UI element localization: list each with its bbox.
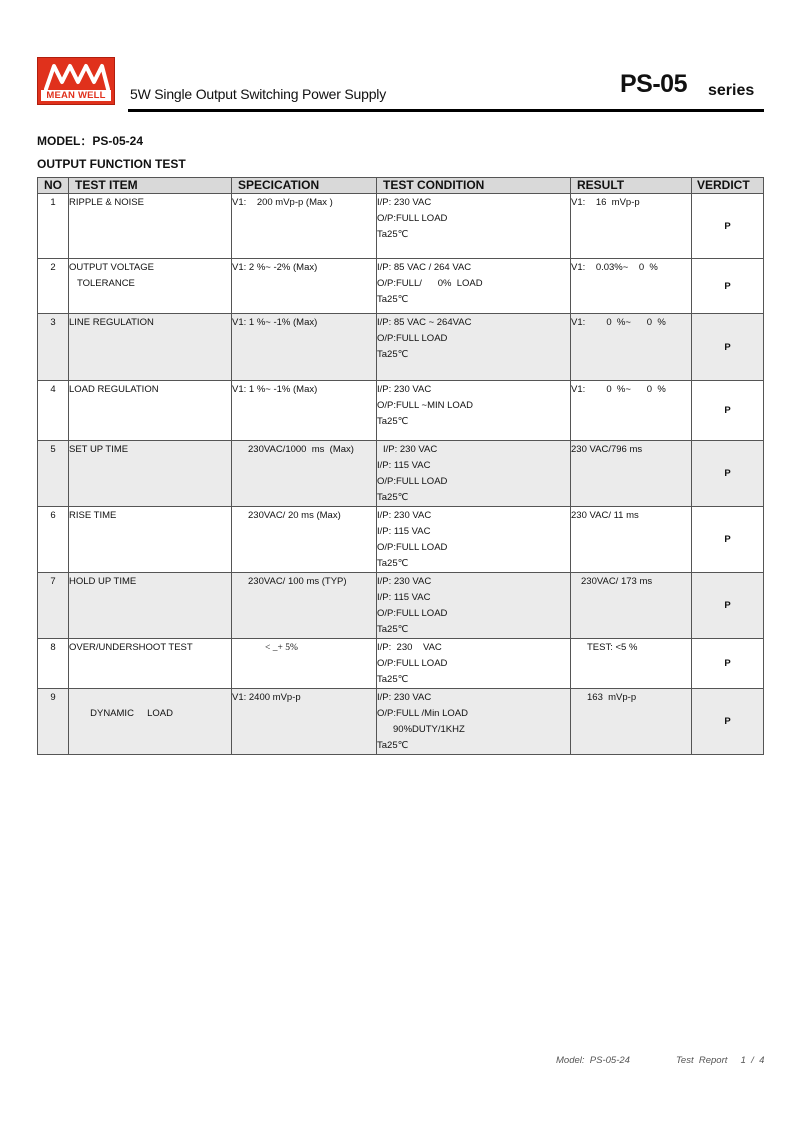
result: V1: 16 mVp-p [571, 194, 692, 259]
condition-line: O/P:FULL ~MIN LOAD [377, 400, 473, 411]
condition-line: I/P: 115 VAC [377, 526, 431, 537]
row-number: 4 [38, 381, 69, 441]
product-title: 5W Single Output Switching Power Supply [130, 86, 386, 102]
specification: < _+ 5% [232, 639, 377, 689]
verdict: P [692, 507, 764, 573]
specification: 230VAC/ 100 ms (TYP) [232, 573, 377, 639]
condition-line: Ta25℃ [377, 349, 409, 360]
series-name: PS-05 [620, 70, 687, 98]
row-number: 6 [38, 507, 69, 573]
result: TEST: <5 % [571, 639, 692, 689]
result: V1: 0 %~ 0 % [571, 381, 692, 441]
test-item-line: OVER/UNDERSHOOT TEST [69, 642, 193, 653]
column-header-test-condition: TEST CONDITION [377, 178, 571, 194]
condition-line: 90%DUTY/1KHZ [393, 724, 465, 735]
condition-line: I/P: 230 VAC [377, 576, 432, 587]
test-condition [377, 639, 571, 689]
logo-wordmark: MEAN WELL [41, 90, 111, 101]
condition-line: Ta25℃ [377, 624, 409, 635]
result: 230 VAC/796 ms [571, 441, 692, 507]
condition-line: O/P:FULL/ 0% LOAD [377, 278, 483, 289]
condition-line: Ta25℃ [377, 558, 409, 569]
test-condition [377, 441, 571, 507]
result: V1: 0.03%~ 0 % [571, 259, 692, 314]
condition-line: I/P: 230 VAC [383, 444, 438, 455]
table-row [38, 259, 764, 314]
condition-line: I/P: 230 VAC [377, 642, 442, 653]
table-row [38, 507, 764, 573]
column-header-result: RESULT [571, 178, 692, 194]
test-item [69, 507, 232, 573]
column-header-verdict: VERDICT [692, 178, 764, 194]
condition-line: Ta25℃ [377, 674, 409, 685]
test-condition [377, 194, 571, 259]
row-number: 3 [38, 314, 69, 381]
row-number: 2 [38, 259, 69, 314]
condition-line: O/P:FULL LOAD [377, 658, 448, 669]
specification: V1: 200 mVp-p (Max ) [232, 194, 377, 259]
specification: 230VAC/1000 ms (Max) [232, 441, 377, 507]
condition-line: O/P:FULL LOAD [377, 608, 448, 619]
model-label: MODEL：PS-05-24 [37, 134, 144, 148]
test-item [69, 639, 232, 689]
verdict: P [692, 259, 764, 314]
condition-line: I/P: 115 VAC [377, 460, 431, 471]
row-number: 9 [38, 689, 69, 755]
table-row [38, 573, 764, 639]
verdict: P [692, 381, 764, 441]
column-header-no: NO [38, 178, 69, 194]
row-number: 7 [38, 573, 69, 639]
output-function-test-table [37, 177, 764, 755]
test-item [69, 259, 232, 314]
specification: V1: 2 %~ -2% (Max) [232, 259, 377, 314]
test-item-line: RISE TIME [69, 510, 117, 521]
condition-line: Ta25℃ [377, 492, 409, 503]
test-item-line: LINE REGULATION [69, 317, 154, 328]
specification: V1: 1 %~ -1% (Max) [232, 314, 377, 381]
row-number: 5 [38, 441, 69, 507]
footer-page-info: Test Report 1 / 4 [676, 1055, 765, 1066]
section-title: OUTPUT FUNCTION TEST [37, 157, 186, 171]
test-item-line: RIPPLE & NOISE [69, 197, 144, 208]
series-suffix: series [708, 82, 755, 99]
condition-line: O/P:FULL LOAD [377, 542, 448, 553]
table-row [38, 314, 764, 381]
table-row [38, 689, 764, 755]
condition-line: O/P:FULL LOAD [377, 476, 448, 487]
test-item [69, 441, 232, 507]
row-number: 8 [38, 639, 69, 689]
condition-line: I/P: 85 VAC ~ 264VAC [377, 317, 472, 328]
table-header-row [38, 178, 764, 194]
verdict: P [692, 314, 764, 381]
condition-line: I/P: 230 VAC [377, 384, 432, 395]
condition-line: O/P:FULL /Min LOAD [377, 708, 468, 719]
test-item-line: HOLD UP TIME [69, 576, 137, 587]
test-condition [377, 314, 571, 381]
test-condition [377, 259, 571, 314]
test-condition [377, 573, 571, 639]
condition-line: Ta25℃ [377, 740, 409, 751]
test-item [69, 314, 232, 381]
result: 230VAC/ 173 ms [571, 573, 692, 639]
result: V1: 0 %~ 0 % [571, 314, 692, 381]
test-condition [377, 507, 571, 573]
condition-line: I/P: 230 VAC [377, 692, 432, 703]
test-condition [377, 689, 571, 755]
column-header-specification: SPECICATION [232, 178, 377, 194]
test-item-line: LOAD REGULATION [69, 384, 159, 395]
test-condition [377, 381, 571, 441]
condition-line: I/P: 230 VAC [377, 197, 432, 208]
specification: V1: 1 %~ -1% (Max) [232, 381, 377, 441]
condition-line: Ta25℃ [377, 229, 409, 240]
row-number: 1 [38, 194, 69, 259]
condition-line: I/P: 115 VAC [377, 592, 431, 603]
test-item-line: TOLERANCE [77, 278, 135, 289]
test-item [69, 689, 232, 755]
test-item-line: OUTPUT VOLTAGE [69, 262, 154, 273]
condition-line: Ta25℃ [377, 294, 409, 305]
verdict: P [692, 639, 764, 689]
column-header-test-item: TEST ITEM [69, 178, 232, 194]
specification: 230VAC/ 20 ms (Max) [232, 507, 377, 573]
table-row [38, 194, 764, 259]
test-item-line: DYNAMIC LOAD [90, 708, 173, 719]
table-row [38, 639, 764, 689]
table-row [38, 381, 764, 441]
test-item-line: SET UP TIME [69, 444, 129, 455]
verdict: P [692, 194, 764, 259]
condition-line: Ta25℃ [377, 416, 409, 427]
condition-line: I/P: 85 VAC / 264 VAC [377, 262, 472, 273]
specification: V1: 2400 mVp-p [232, 689, 377, 755]
test-item [69, 573, 232, 639]
verdict: P [692, 573, 764, 639]
footer-model: Model: PS-05-24 [556, 1055, 630, 1066]
mean-well-logo [37, 57, 115, 105]
test-item [69, 381, 232, 441]
header-divider [128, 109, 764, 112]
condition-line: I/P: 230 VAC [377, 510, 432, 521]
result: 163 mVp-p [571, 689, 692, 755]
test-item [69, 194, 232, 259]
condition-line: O/P:FULL LOAD [377, 333, 448, 344]
verdict: P [692, 441, 764, 507]
table-row [38, 441, 764, 507]
verdict: P [692, 689, 764, 755]
result: 230 VAC/ 11 ms [571, 507, 692, 573]
condition-line: O/P:FULL LOAD [377, 213, 448, 224]
